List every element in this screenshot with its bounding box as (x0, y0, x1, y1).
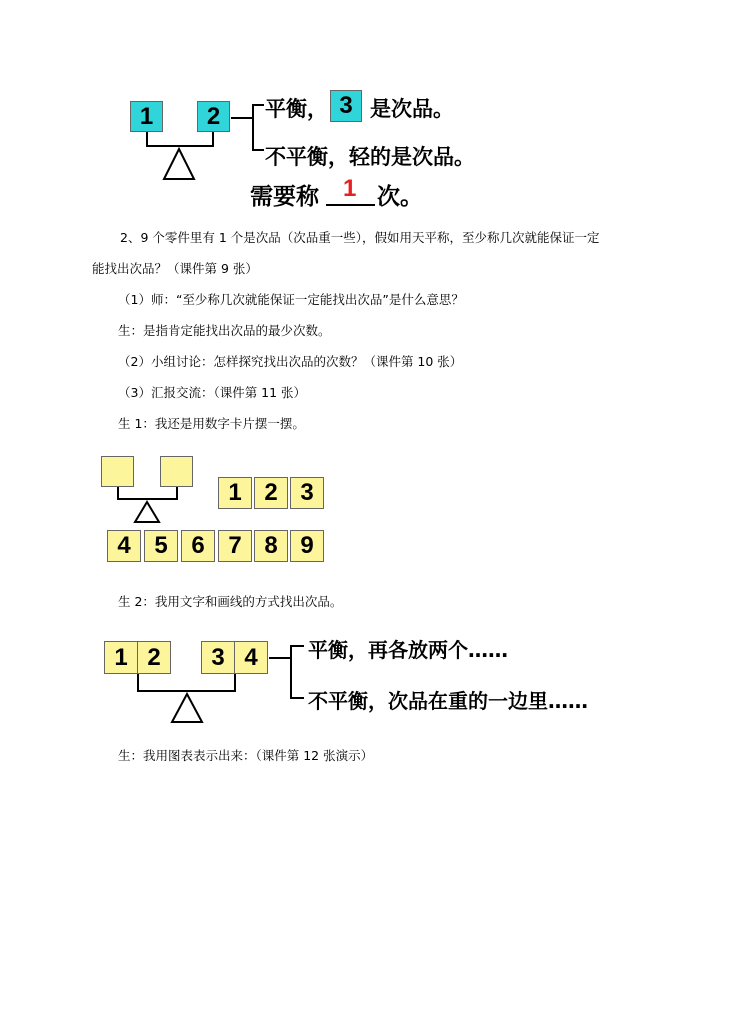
card-4: 4 (107, 530, 141, 562)
weigh-count-prefix: 需要称 (250, 184, 319, 210)
branch3-unbalanced-text: 不平衡，次品在重的一边里…… (308, 689, 588, 713)
card-3: 3 (290, 477, 324, 509)
bracket3-stem (269, 657, 291, 659)
bracket-vertical (252, 104, 254, 150)
branch-unbalanced-text: 不平衡，轻的是次品。 (265, 145, 475, 169)
scale-right-box-2: 2 (197, 101, 230, 132)
bracket3-bottom-arm (290, 697, 304, 699)
card-1: 1 (218, 477, 252, 509)
bracket3-vertical (290, 645, 292, 698)
scale-left-box-1: 1 (130, 101, 163, 132)
bracket-stem (231, 117, 253, 119)
paragraph-group-discussion: （2）小组讨论：怎样探究找出次品的次数？（课件第 10 张） (118, 354, 463, 369)
scale3-left-post (137, 674, 139, 691)
card-5: 5 (144, 530, 178, 562)
weigh-count-underline (326, 204, 375, 206)
scale-left-post (146, 132, 148, 146)
paragraph-student-1: 生 1：我还是用数字卡片摆一摆。 (118, 416, 305, 431)
branch-balanced-suffix: 是次品。 (370, 97, 454, 121)
paragraph-student-2: 生 2：我用文字和画线的方式找出次品。 (118, 594, 343, 609)
card-2: 2 (254, 477, 288, 509)
weigh-count-value: 1 (343, 175, 357, 202)
branch-balanced-prefix: 平衡， (265, 97, 328, 121)
bracket-bottom-arm (252, 149, 264, 151)
weigh-count-suffix: 次。 (377, 184, 423, 210)
card-group-right-3: 3 (201, 641, 235, 674)
scale-fulcrum-triangle (162, 147, 196, 181)
paragraph-report: （3）汇报交流：（课件第 11 张） (118, 385, 307, 400)
paragraph-student-chart: 生：我用图表表示出来：（课件第 12 张演示） (118, 748, 374, 763)
card-group-right-4: 4 (234, 641, 268, 674)
empty-pan-right (160, 456, 193, 487)
card-9: 9 (290, 530, 324, 562)
scale-right-post (212, 132, 214, 146)
scale2-fulcrum-triangle (133, 500, 161, 524)
branch-balanced-box-3: 3 (330, 90, 362, 122)
card-7: 7 (218, 530, 252, 562)
empty-pan-left (101, 456, 134, 487)
bracket-top-arm (252, 104, 264, 106)
paragraph-problem-line2: 能找出次品？（课件第 9 张） (92, 261, 258, 276)
bracket3-top-arm (290, 645, 304, 647)
paragraph-teacher-question: （1）师：“至少称几次就能保证一定能找出次品”是什么意思？ (118, 292, 464, 307)
card-6: 6 (181, 530, 215, 562)
scale3-right-post (234, 674, 236, 691)
card-group-left-2: 2 (137, 641, 171, 674)
scale3-fulcrum-triangle (170, 692, 204, 724)
paragraph-problem-line1: 2、9 个零件里有 1 个是次品（次品重一些），假如用天平称，至少称几次就能保证一定 (120, 230, 600, 245)
paragraph-student-answer: 生：是指肯定能找出次品的最少次数。 (118, 323, 331, 338)
card-8: 8 (254, 530, 288, 562)
branch3-balanced-text: 平衡，再各放两个…… (308, 638, 508, 662)
card-group-left-1: 1 (104, 641, 138, 674)
